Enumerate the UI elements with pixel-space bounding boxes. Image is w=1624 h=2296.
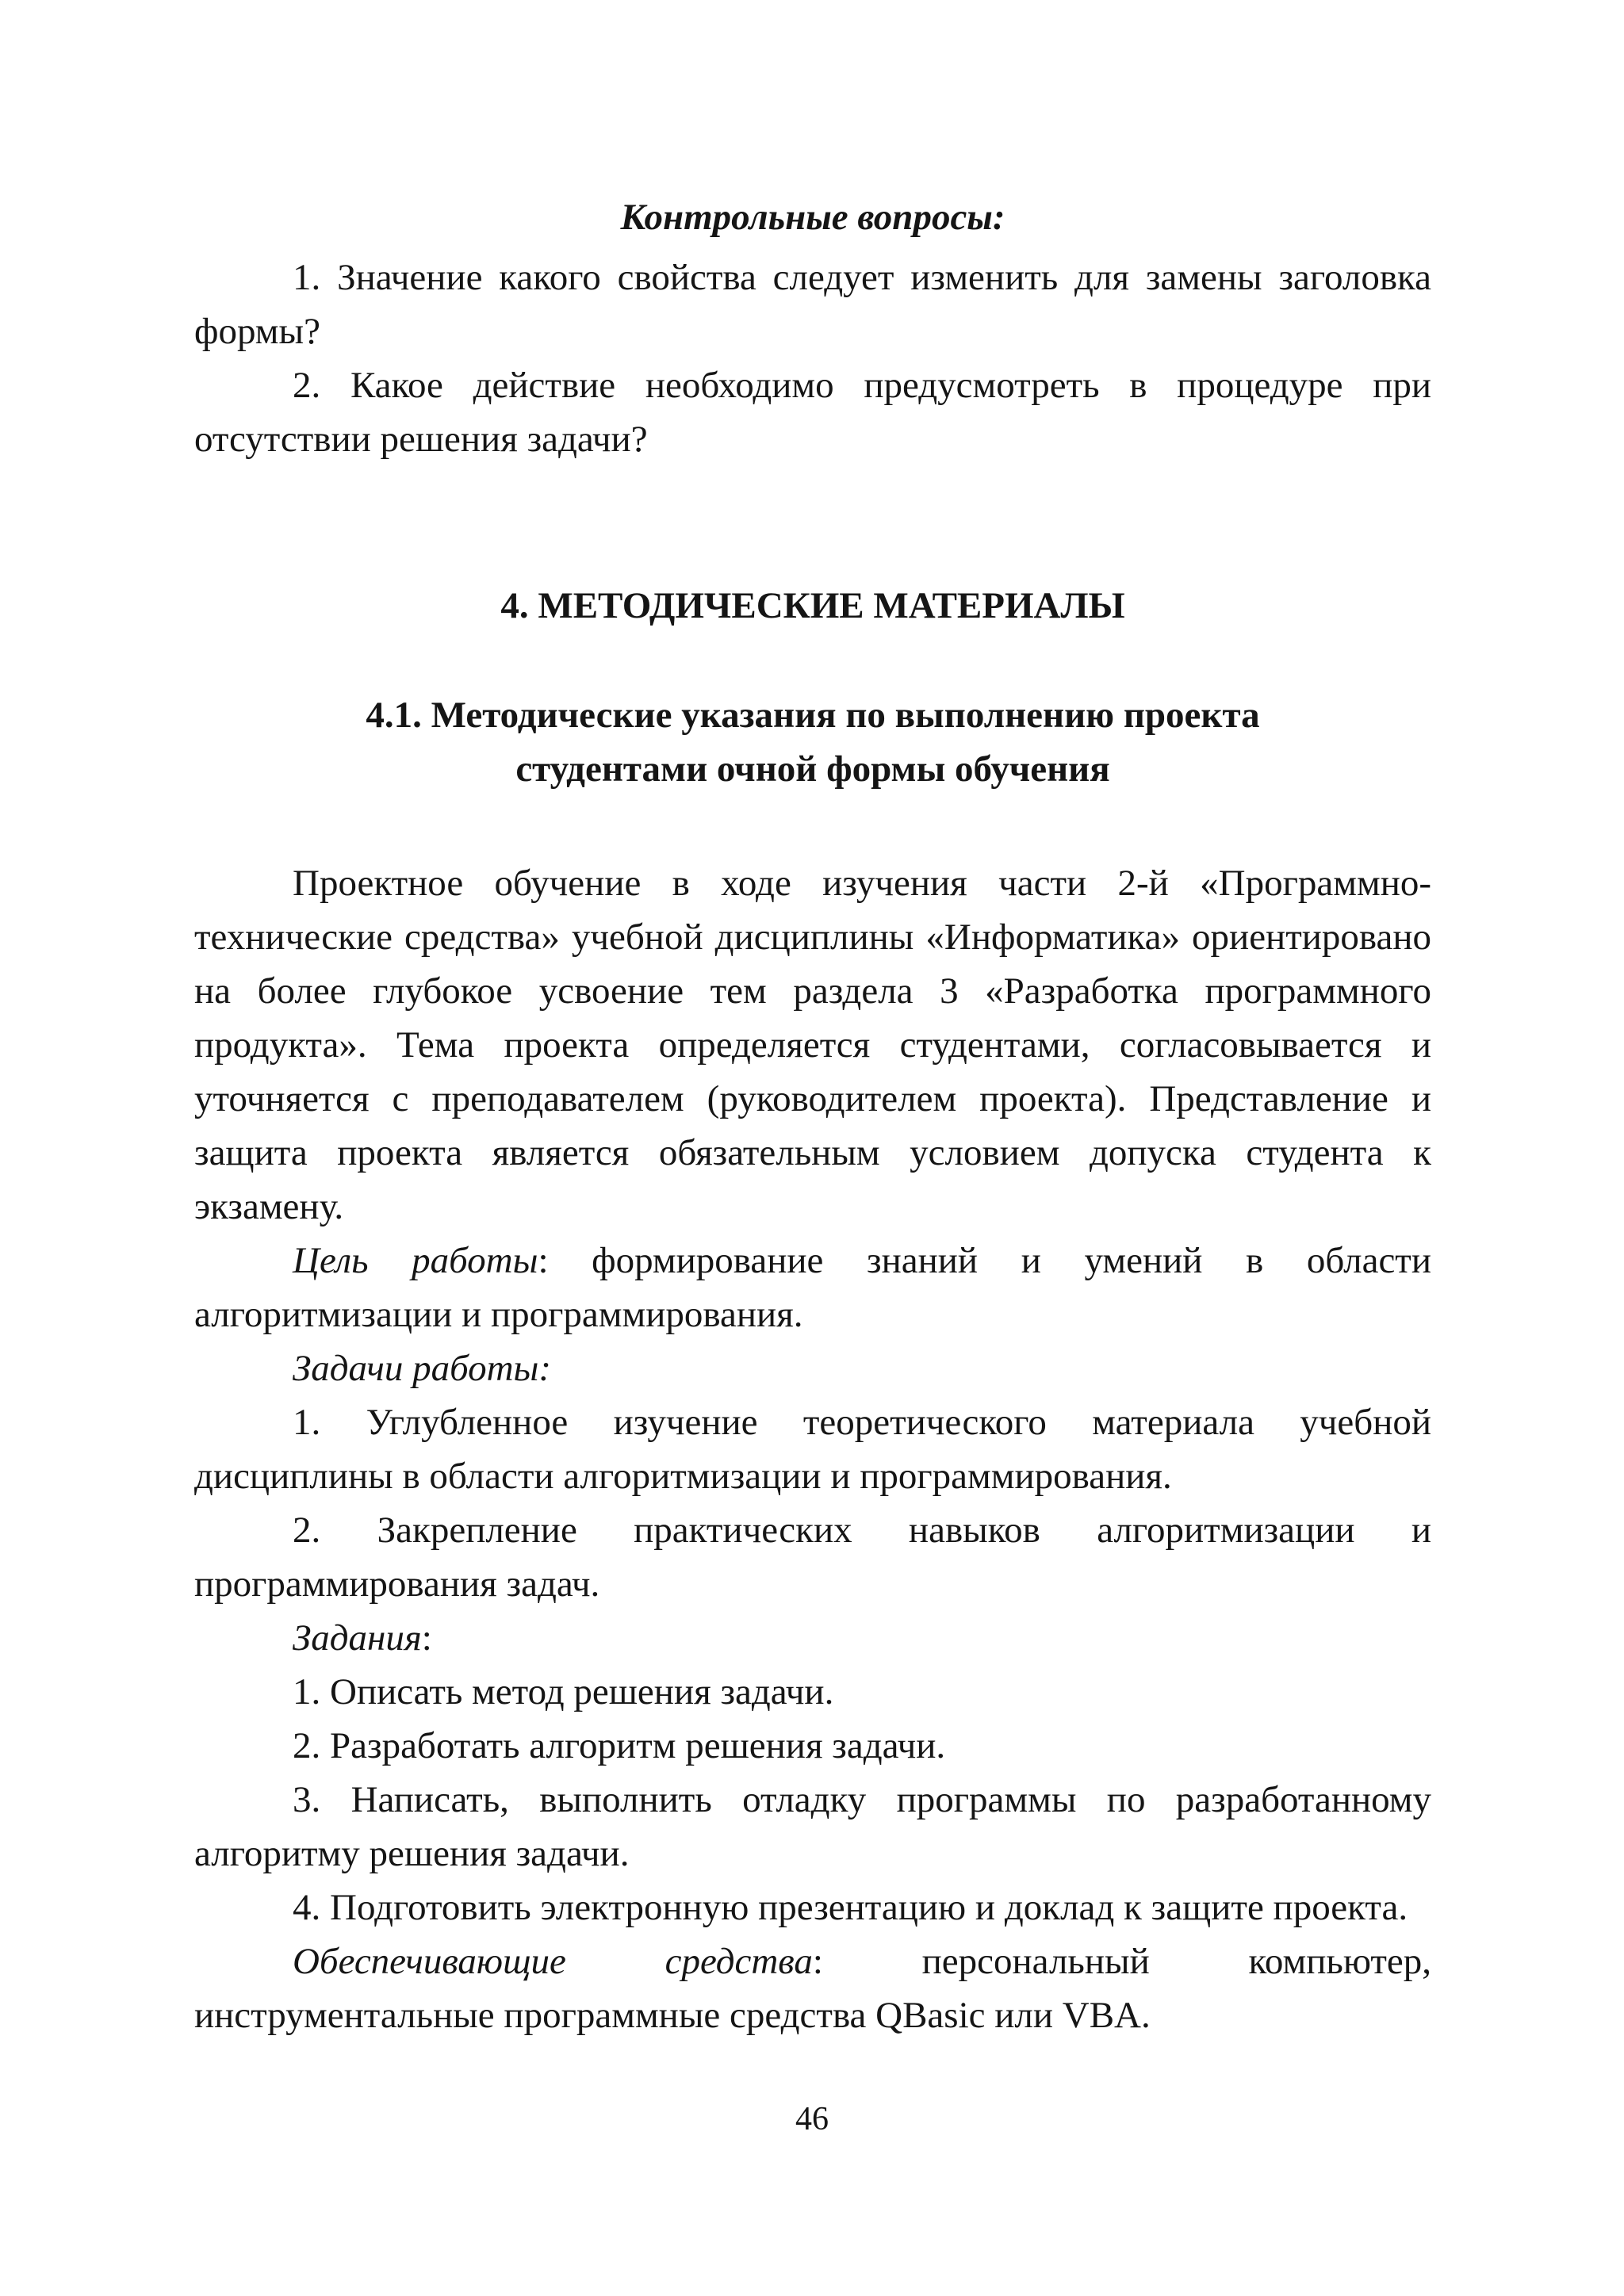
body-text: [194, 856, 1431, 2042]
document-page: [194, 190, 1431, 2042]
tasks-label: Задачи работы:: [293, 1348, 552, 1389]
subsection-title-line-2: студентами очной формы обучения: [515, 748, 1110, 790]
intro-paragraph: Проектное обучение в ходе изучения части 2-й «Программно-технические средства» учебной дисциплины «Информатика» ориентировано на более глубокое усвоение тем раздела 3 «Разработка программного продукта». Тема проекта определяется студентами, согласовывается и уточняется с преподавателем (руководителем проекта). Представление и защита проекта является обязательным условием допуска студента к экзамену.: [194, 863, 1431, 1227]
assignments-label-paragraph: [194, 1611, 1431, 1665]
control-question-2: 2. Какое действие необходимо предусмотреть в процедуре при отсутствии решения задачи?: [194, 365, 1431, 460]
subsection-title: [194, 688, 1431, 796]
assignment-item-2: 2. Разработать алгоритм решения задачи.: [293, 1725, 946, 1766]
assignment-item-4: 4. Подготовить электронную презентацию и доклад к защите проекта.: [293, 1887, 1408, 1928]
tools-text: : персональный компьютер, инструментальные программные средства QBasic или VBA.: [194, 1941, 1431, 2036]
tools-label: Обеспечивающие средства: [293, 1941, 813, 1982]
control-questions-heading: Контрольные вопросы:: [620, 197, 1005, 238]
assignments-colon: :: [421, 1617, 432, 1659]
task-item-2: 2. Закрепление практических навыков алгоритмизации и программирования задач.: [194, 1510, 1431, 1605]
subsection-title-line-1: 4.1. Методические указания по выполнению проекта: [366, 695, 1260, 736]
assignment-item-1: 1. Описать метод решения задачи.: [293, 1671, 834, 1712]
goal-text: : формирование знаний и умений в области алгоритмизации и программирования.: [194, 1240, 1431, 1335]
goal-label: Цель работы: [293, 1240, 538, 1281]
task-item-1: 1. Углубленное изучение теоретического материала учебной дисциплины в области алгоритмизации и программирования.: [194, 1402, 1431, 1497]
assignment-item-3: 3. Написать, выполнить отладку программы по разработанному алгоритму решения задачи.: [194, 1779, 1431, 1874]
control-question-1: 1. Значение какого свойства следует изменить для замены заголовка формы?: [194, 257, 1431, 352]
tools-paragraph: [194, 1934, 1431, 2042]
tasks-label-paragraph: [194, 1341, 1431, 1395]
page-number: 46: [795, 2101, 829, 2137]
goal-paragraph: [194, 1234, 1431, 1341]
assignments-label: Задания: [293, 1617, 422, 1659]
section-title: 4. МЕТОДИЧЕСКИЕ МАТЕРИАЛЫ: [500, 585, 1125, 626]
